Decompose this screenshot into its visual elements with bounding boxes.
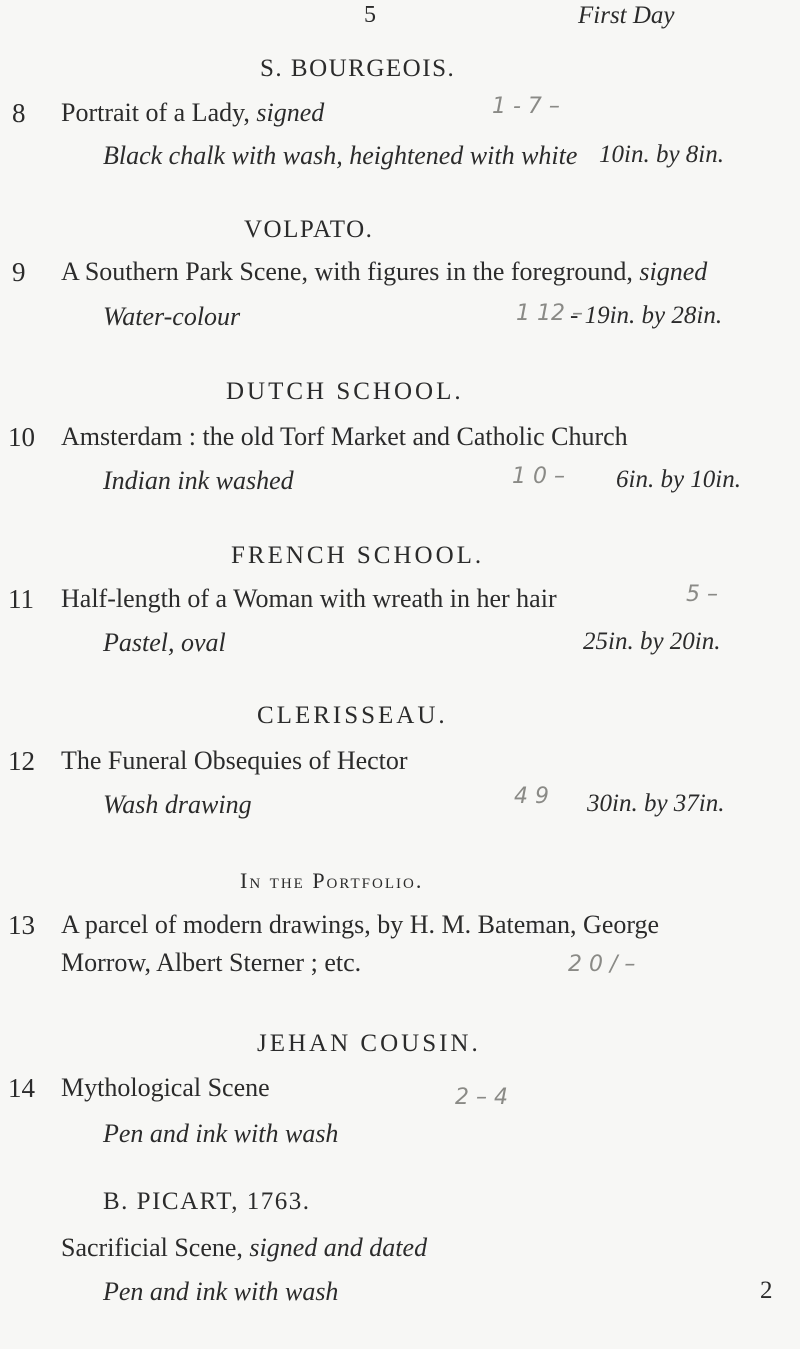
- lot-title-signed: signed and dated: [249, 1233, 428, 1262]
- lot-title-text: Portrait of a Lady,: [61, 98, 250, 127]
- lot-medium: Indian ink washed: [103, 466, 294, 495]
- lot-title: [61, 1233, 427, 1263]
- artist-heading: FRENCH SCHOOL.: [231, 542, 485, 569]
- lot-title: [61, 257, 707, 287]
- lot-number: 11: [8, 584, 34, 614]
- pencil-annotation: 1 12 –: [516, 301, 583, 326]
- lot-title-text: Sacrificial Scene,: [61, 1233, 243, 1262]
- artist-heading: B. PICART, 1763.: [103, 1188, 311, 1215]
- pencil-annotation: 1 0 –: [512, 464, 565, 489]
- lot-title: Amsterdam : the old Torf Market and Catholic Church: [61, 422, 628, 451]
- lot-title: The Funeral Obsequies of Hector: [61, 746, 408, 775]
- lot-title-text: A Southern Park Scene, with figures in the foreground,: [61, 257, 633, 286]
- pencil-annotation: 1 - 7 –: [492, 94, 560, 119]
- lot-title-signed: signed: [256, 98, 325, 127]
- lot-number: 9: [12, 257, 26, 287]
- artist-heading: JEHAN COUSIN.: [257, 1030, 481, 1057]
- lot-title: A parcel of modern drawings, by H. M. Bateman, George: [61, 910, 660, 939]
- lot-number: 13: [8, 910, 35, 940]
- running-title: First Day: [578, 2, 675, 29]
- lot-dimensions: 10in. by 8in.: [599, 141, 724, 168]
- lot-number: 8: [12, 98, 26, 128]
- artist-heading: VOLPATO.: [244, 216, 374, 243]
- pencil-annotation: 5 –: [686, 582, 718, 607]
- pencil-annotation: 4 9: [514, 784, 549, 809]
- lot-dimensions: 2: [760, 1277, 773, 1304]
- lot-medium: Pen and ink with wash: [103, 1119, 339, 1148]
- lot-number: 14: [8, 1073, 35, 1103]
- lot-dimensions: 25in. by 20in.: [583, 628, 721, 655]
- lot-medium: Wash drawing: [103, 790, 252, 819]
- pencil-annotation: 2 – 4: [455, 1085, 508, 1110]
- lot-medium: Pen and ink with wash: [103, 1277, 339, 1306]
- lot-number: 10: [8, 422, 35, 452]
- lot-dimensions: 6in. by 10in.: [616, 466, 741, 493]
- lot-title: [61, 98, 324, 128]
- lot-dimensions: - 19in. by 28in.: [570, 302, 723, 329]
- page-number: 5: [364, 2, 376, 28]
- lot-medium: Black chalk with wash, heightened with white: [103, 141, 578, 170]
- artist-heading: CLERISSEAU.: [257, 702, 448, 729]
- lot-medium: Water-colour: [103, 302, 241, 331]
- lot-title: Mythological Scene: [61, 1073, 270, 1102]
- lot-title: Half-length of a Woman with wreath in her hair: [61, 584, 557, 613]
- pencil-annotation: 2 0 / –: [568, 952, 636, 977]
- lot-title-continued: Morrow, Albert Sterner ; etc.: [61, 948, 362, 977]
- artist-heading: In the Portfolio.: [240, 868, 424, 893]
- artist-heading: DUTCH SCHOOL.: [226, 378, 464, 405]
- lot-title-signed: signed: [639, 257, 708, 286]
- artist-heading: S. BOURGEOIS.: [260, 55, 456, 82]
- lot-number: 12: [8, 746, 35, 776]
- lot-medium: Pastel, oval: [103, 628, 226, 657]
- lot-dimensions: 30in. by 37in.: [587, 790, 725, 817]
